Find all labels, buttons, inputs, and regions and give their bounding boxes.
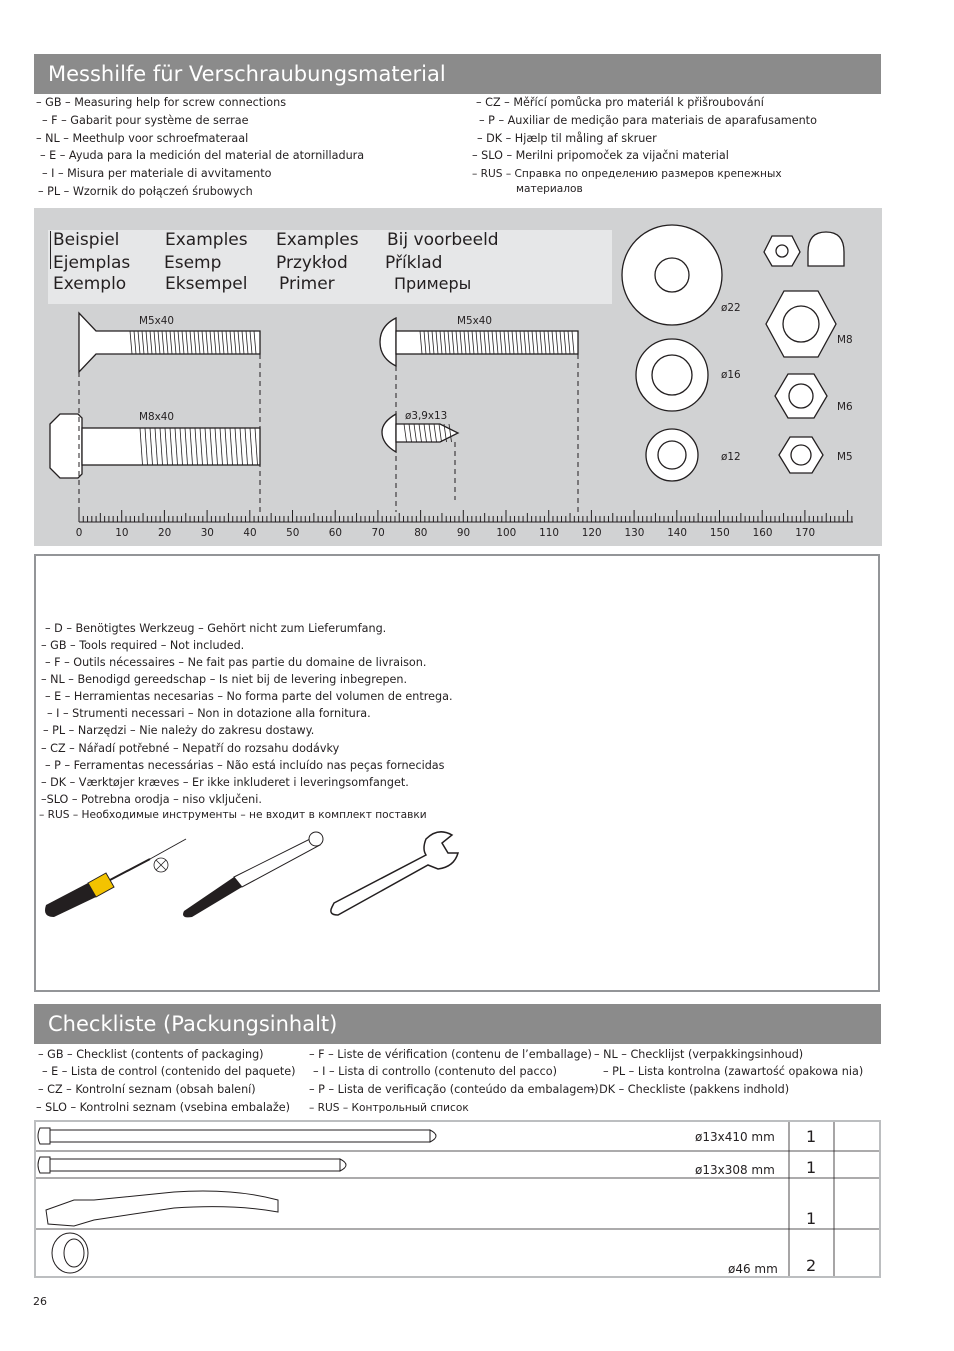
ruler-tick-label: 110	[539, 527, 559, 539]
torque-wrench-icon	[183, 832, 323, 917]
tools-line: – D – Benötigtes Werkzeug – Gehört nicht zum Lieferumfang.	[45, 622, 387, 635]
hex-bolt-head-icon	[50, 414, 82, 478]
checklist-line: – F – Liste de vérification (contenu de l’emballage)	[309, 1048, 592, 1061]
screwdriver-icon	[45, 839, 186, 917]
open-end-wrench-icon	[331, 832, 458, 915]
lang-line: – CZ – Měřící pomůcka pro materiál k přišroubování	[476, 96, 764, 109]
item-qty: 1	[806, 1209, 817, 1228]
example-word: Exemplo	[53, 274, 127, 294]
tools-drawings	[38, 825, 468, 920]
example-word: Примеры	[394, 274, 472, 293]
washer-label: ø22	[721, 302, 741, 314]
tools-line: – I – Strumenti necessari – Non in dotazione alla fornitura.	[47, 707, 371, 720]
cap-nut-icon	[808, 232, 844, 266]
ruler-tick-label: 30	[200, 527, 214, 539]
checklist-line: – P – Lista de verificação (conteúdo da embalagem)	[309, 1083, 599, 1096]
lang-line: – F – Gabarit pour système de serrae	[42, 114, 249, 127]
example-word: Examples	[276, 230, 359, 250]
nut-label: M5	[837, 451, 853, 463]
tools-line: – NL – Benodigd gereedschap – Is niet bij de levering inbegrepen.	[41, 673, 408, 686]
lang-line: – E – Ayuda para la medición del material de atornilladura	[40, 149, 365, 162]
tools-line: – GB – Tools required – Not included.	[41, 639, 245, 652]
ruler-tick-label: 0	[75, 527, 83, 539]
ruler-tick-label: 70	[371, 527, 385, 539]
checklist-title: Checkliste (Packungsinhalt)	[34, 1004, 881, 1044]
example-word: Esemp	[164, 253, 222, 273]
item-qty: 1	[806, 1158, 817, 1177]
strap-icon	[46, 1191, 278, 1226]
lang-line: материалов	[516, 183, 583, 195]
rod-308-icon	[38, 1157, 50, 1173]
ruler-tick-label: 170	[795, 527, 816, 539]
item-qty: 2	[806, 1256, 817, 1275]
checklist-line: – RUS – Контрольный список	[309, 1102, 469, 1114]
lang-line: – I – Misura per materiale di avvitamento	[42, 167, 272, 180]
example-word: Primer	[279, 274, 335, 294]
lang-line: – GB – Measuring help for screw connections	[36, 96, 287, 109]
ruler-tick-label: 40	[243, 527, 257, 539]
measuring-help-title: Messhilfe für Verschraubungsmaterial	[34, 54, 881, 94]
checklist-line: – GB – Checklist (contents of packaging)	[38, 1048, 264, 1061]
tools-panel	[34, 554, 880, 992]
example-word: Bij voorbeeld	[387, 230, 499, 250]
tapping-screw-icon	[382, 414, 396, 452]
item-qty: 1	[806, 1127, 817, 1146]
fastener-drawings	[0, 0, 954, 560]
ruler-tick-label: 120	[581, 527, 602, 539]
checklist-line: – PL – Lista kontrolna (zawartość opakowa nia)	[603, 1065, 864, 1078]
ruler-tick-label: 150	[709, 527, 730, 539]
item-size: ø46 mm	[728, 1262, 778, 1276]
lang-line: – DK – Hjælp til måling af skruer	[477, 132, 657, 145]
item-size: ø13x410 mm	[695, 1130, 775, 1144]
screw-label: M5x40	[139, 315, 174, 327]
tools-line: – F – Outils nécessaires – Ne fait pas partie du domaine de livraison.	[45, 656, 427, 669]
tools-line: – P – Ferramentas necessárias – Não está incluído nas peças fornecidas	[45, 759, 445, 772]
checklist-line: – CZ – Kontrolní seznam (obsah balení)	[38, 1083, 256, 1096]
screw-label: M5x40	[457, 315, 492, 327]
ruler-tick-label: 20	[158, 527, 172, 539]
page-number: 26	[33, 1295, 47, 1308]
checklist-line: – DK – Checkliste (pakkens indhold)	[590, 1083, 790, 1096]
tools-line: – E – Herramientas necesarias – No forma parte del volumen de entrega.	[45, 690, 453, 703]
screw-label: M8x40	[139, 411, 174, 423]
example-word: Examples	[165, 230, 248, 250]
washer-label: ø12	[721, 451, 741, 463]
example-word: Eksempel	[165, 274, 248, 294]
example-word: Beispiel	[53, 230, 120, 250]
rod-410-icon	[38, 1128, 50, 1144]
lang-line: – NL – Meethulp voor schroefmateraal	[36, 132, 249, 145]
tools-line: – DK – Værktøjer kræves – Er ikke inkluderet i leveringsomfanget.	[41, 776, 409, 789]
tools-line: – CZ – Nářadí potřebné – Nepatří do rozsahu dodávky	[41, 742, 340, 755]
ruler-tick-label: 130	[624, 527, 645, 539]
tools-line: – PL – Narzędzi – Nie należy do zakresu dostawy.	[43, 724, 315, 737]
checklist-line: – NL – Checklijst (verpakkingsinhoud)	[594, 1048, 804, 1061]
ruler-tick-label: 140	[667, 527, 688, 539]
item-size: ø13x308 mm	[695, 1163, 775, 1177]
ruler-tick-label: 160	[752, 527, 773, 539]
ruler-tick-label: 10	[115, 527, 129, 539]
ruler-tick-label: 80	[414, 527, 428, 539]
lang-line: – PL – Wzornik do połączeń śrubowych	[38, 185, 253, 198]
lang-line: – SLO – Merilni pripomoček za vijačni material	[472, 149, 729, 162]
lang-line: – RUS – Справка по определению размеров крепежных	[472, 168, 782, 180]
nut-label: M6	[837, 401, 853, 413]
screw-label: ø3,9x13	[405, 410, 448, 422]
ruler-tick-label: 90	[456, 527, 471, 539]
checklist-line: – SLO – Kontrolni seznam (vsebina embalaže)	[36, 1101, 290, 1114]
washer-label: ø16	[721, 369, 741, 381]
example-word: Przykłod	[276, 253, 348, 273]
ruler-tick-label: 100	[496, 527, 517, 539]
checklist-line: – E – Lista de control (contenido del paquete)	[42, 1065, 296, 1078]
tools-line: –SLO – Potrebna orodja – niso vključeni.	[41, 793, 262, 806]
nut-label: M8	[837, 334, 853, 346]
tools-line: – RUS – Необходимые инструменты – не входит в комплект поставки	[39, 809, 427, 821]
lang-line: – P – Auxiliar de medição para materiais de aparafusamento	[479, 114, 817, 127]
example-word: Příklad	[385, 253, 443, 273]
ruler-tick-label: 60	[328, 527, 343, 539]
ruler-tick-label: 50	[286, 527, 300, 539]
checklist-line: – I – Lista di controllo (contenuto del pacco)	[313, 1065, 557, 1078]
round-head-screw-icon	[380, 318, 396, 366]
example-word: Ejemplas	[53, 253, 131, 273]
